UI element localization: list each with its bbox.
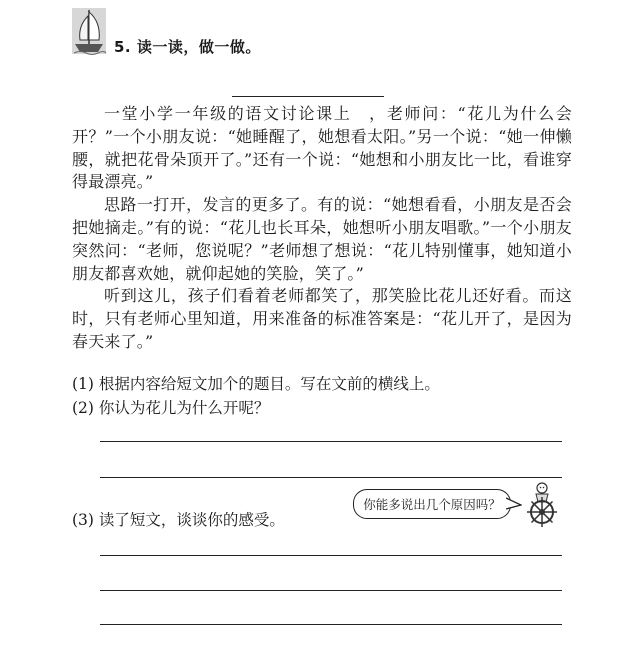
- title-blank-line[interactable]: [232, 96, 384, 97]
- question-1: (1) 根据内容给短文加个的题目。写在文前的横线上。: [72, 375, 440, 393]
- section-title: 5. 读一读，做一做。: [114, 38, 261, 56]
- passage-paragraph: 一堂小学一年级的语文讨论课上 ，老师问：“花儿为什么会开？”一个小朋友说：“她睡醒了，她想看太阳。”另一个说：“她一伸懒腰，就把花骨朵顶开了。”还有一个说：“她想和小朋友比一比，看谁穿得最漂亮。”: [72, 104, 572, 192]
- section-header: [70, 6, 370, 56]
- reading-passage: [72, 103, 572, 354]
- passage-paragraph: 听到这儿，孩子们看着老师都笑了，那笑脸比花儿还好看。而这时，只有老师心里知道，用来准备的标准答案是：“花儿开了，是因为春天来了。”: [72, 286, 572, 351]
- sailboat-icon: [70, 6, 108, 56]
- question-2: (2) 你认为花儿为什么开呢？: [72, 399, 270, 417]
- question-3: (3) 读了短文，谈谈你的感受。: [72, 511, 285, 529]
- answer-line[interactable]: [100, 477, 562, 478]
- answer-line[interactable]: [100, 624, 562, 625]
- ship-wheel-icon: [520, 480, 564, 528]
- hint-text: 你能多说出几个原因吗？: [363, 497, 501, 512]
- answer-line[interactable]: [100, 555, 562, 556]
- answer-line[interactable]: [100, 590, 562, 591]
- hint-bubble: [353, 489, 511, 519]
- passage-paragraph: 思路一打开，发言的更多了。有的说：“她想看看，小朋友是否会把她摘走。”有的说：“花儿也长耳朵，她想听小朋友唱歌。”一个小朋友突然问：“老师，您说呢？”老师想了想说：“花儿特别懂事，她知道小朋友都喜欢她，就仰起她的笑脸，笑了。”: [72, 195, 572, 283]
- answer-line[interactable]: [100, 441, 562, 442]
